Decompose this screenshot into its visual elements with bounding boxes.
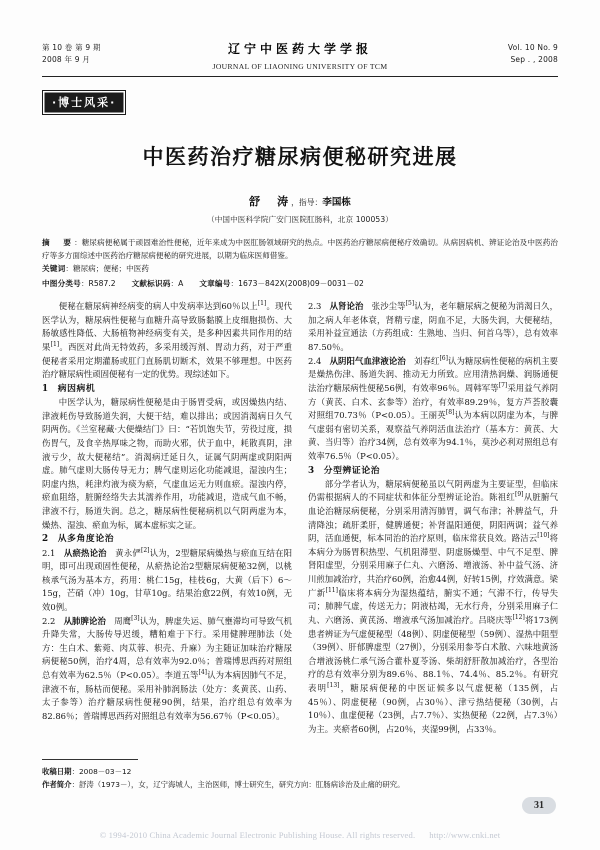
date-cn: 2008 年 9 月 (42, 54, 91, 64)
clc-label: 中图分类号 (42, 279, 81, 289)
reference-marker: [9] (515, 491, 524, 499)
footnote-rule (42, 759, 138, 760)
subsection-paragraph (42, 547, 292, 615)
subsection-text: 周鹰[3]认为，脾虚失运、肺气壅滞均可导致气机升降失常，大肠传导迟缓，糟粕难于下行。采用健脾理肺法（处方：生白术、紫菀、肉苁蓉、枳壳、升麻）为主随证加味治疗糖尿病便秘50例，治疗4周，总有效率为92.0％；普瑞博思西药对照组总有效率为62.5％（P<0.05）。李道五等[4]认为本病因肺气不足，津液不布，肠枯而便秘。采用补肺润肠法（处方：炙黄芪、山药、太子参等）治疗糖尿病性便秘90例，结果，治疗组总有效率为82.86％；普瑞博思西药对照组总有效率为56.67％（P<0.05）。 (42, 614, 292, 721)
reference-marker: [3] (131, 614, 140, 622)
classification-line (42, 278, 558, 291)
journal-title-en: JOURNAL OF LIAONING UNIVERSITY OF TCM (212, 61, 388, 71)
abstract-text: ：糖尿病便秘属于顽固难治性便秘，近年来成为中医肛肠领域研究的热点。中医药治疗糖尿病便秘疗效确切。从病因病机、辨证论治及中医药治疗等多方面综述中医药治疗糖尿病便秘的研究进展，以期为临床医师借鉴。 (42, 238, 559, 261)
article-body (42, 300, 558, 768)
page-title: 中医药治疗糖尿病便秘研究进展 (142, 144, 458, 170)
masthead (42, 40, 558, 72)
clc-value: ：R587.2 (80, 279, 116, 289)
page-number-badge: 31 (522, 797, 556, 814)
column-banner: ·博士风采· (42, 90, 126, 115)
section-title: 从多角度论治 (57, 534, 115, 545)
received-date-line (42, 766, 558, 779)
journal-title-cn: 辽宁中医药大学学报 (227, 42, 372, 56)
advisor-label: ，指导： (291, 198, 323, 208)
body-paragraph: 部分学者认为，糖尿病便秘虽以气阴两虚为主要证型，但临床仍需根据病人的不同症状和体征分型辨证论治。陈祖红[9]从脏腑气血论治糖尿病便秘，分别采用清泻肺胃，调气布津；补脾益气，升清降浊；疏肝柔肝，健脾通便；补肾温阳通便，阴阳两调；益气养阴，活血通便，标本同治的治疗原则，临床常获良效。路洁云[10]将本病分为肠胃积热型、气机阻滞型、阴虚肠燥型、中气不足型、脾肾阳虚型，分别采用麻子仁丸、六磨汤、增液汤、补中益气汤、济川煎加减治疗，共治疗60例，治愈44例，好转15例，疗效满意。梁广新[11]临床将本病分为湿热蕴结，腑实不通；气滞不行，传导失司；肺脾气虚，传送无力；阴液枯竭，无水行舟，分别采用麻子仁丸、六磨汤、黄芪汤、增液承气汤加减治疗。吕晓庆等[12]将173例患者辨证为气虚便秘型（48例）、阴虚便秘型（59例）、湿热中阻型（39例）、肝郁脾虚型（27例），分别采用参苓白术散、六味地黄汤合增液汤桃仁承气汤合藿朴夏苓汤、柴胡舒肝散加减治疗，各型治疗的总有效率分别为89.6％、88.1％、74.4％、85.2％。有研究表明[13]，糖尿病便秘的中医证候多以气虚便秘（135例，占45％）、阴虚便秘（90例，占30％）、津亏热结便秘（30例，占10％）、血虚便秘（23例，占7.7％）、实热便秘（22例，占7.3％）为主。夹瘀者60例，占20％，夹湿99例，占33％。 (308, 478, 559, 734)
author-name: 舒 涛 (249, 195, 292, 209)
doc-code-label: 文献标识码 (131, 279, 171, 289)
date-en: Sep . , 2008 (510, 54, 558, 64)
received-date-value: ：2008－03－12 (71, 767, 132, 777)
clc-segment (42, 278, 116, 291)
masthead-center (162, 40, 438, 72)
author-bio-value: ：舒涛（1973－），女，辽宁海城人，主治医师，博士研究生，研究方向：肛肠病诊治及止痛的研究。 (71, 780, 405, 790)
article-no-label: 文章编号 (199, 279, 231, 289)
section-title: 分型辨证论治 (323, 465, 381, 476)
article-no-value: ：1673－842X(2008)09－0031－02 (230, 279, 364, 289)
reference-marker: [12] (512, 614, 525, 622)
subsection-text: 黄永俨[2]认为，2型糖尿病燥热与瘀血互结在阳明，即可出现顽固性便秘，从瘀热论治2型糖尿病便秘32例，以桃核承气汤为基本方，药用：桃仁15g，桂枝6g，大黄（后下）6～15g，芒硝（冲）10g，甘草10g。结果治愈22例，有效10例，无效0例。 (42, 546, 293, 612)
subsection-title: 从阴阳气血津液论治 (329, 355, 406, 366)
volume-cn: 第 10 卷 第 9 期 (42, 43, 101, 52)
section-number: 2 (42, 534, 49, 545)
footnote-block (42, 759, 558, 792)
cnki-url: http://www.cnki.net (429, 830, 501, 840)
received-date-label: 收稿日期 (42, 767, 72, 777)
subsection-title: 从瘀热论治 (63, 547, 107, 558)
subsection-title: 从肺脾论治 (63, 615, 106, 626)
reference-marker: [2] (140, 546, 150, 554)
abstract-block (42, 236, 558, 291)
section-number: 1 (42, 383, 49, 394)
affiliation: （中国中医科学院广安门医院肛肠科，北京 100053） (207, 215, 393, 225)
subsection-paragraph (308, 355, 558, 464)
keywords-line (42, 263, 558, 276)
subsection-number: 2.2 (42, 615, 56, 626)
body-paragraph: 便秘在糖尿病神经病变的病人中发病率达到60％以上[1]。现代医学认为，糖尿病性便秘与血糖升高导致肠黏膜上皮细胞损伤、大肠敏感性降低、大肠植物神经病变有关，是多种因素共同作用的结果[1]。西医对此尚无特效药，多采用缓泻剂、胃动力药，对于严重便秘者采用定期灌肠或肛门直肠肌切断术，效果不够理想。中医药治疗糖尿病性顽固便秘有一定的优势。现综述如下。 (42, 300, 293, 380)
section-number: 3 (308, 465, 315, 476)
keywords-value: ：糖尿病；便秘；中医药 (65, 264, 149, 274)
reference-marker: [8] (445, 409, 455, 417)
section-heading (42, 382, 292, 396)
reference-marker: [7] (498, 382, 508, 390)
abstract-label: 摘 要 (42, 238, 75, 248)
reference-marker: [11] (325, 586, 338, 594)
article-no-segment (199, 278, 364, 291)
subsection-text: 刘春红[6]认为糖尿病性便秘的病机主要是燥热伤津、肠道失润、推动无力所致。应用清热润燥、润肠通便法治疗糖尿病性便秘56例，有效率96％。周韩军等[7]采用益气养阴方（黄芪、白术、玄参等）治疗，有效率89.29％，复方芦荟胶囊对照组70.73％（P<0.05）。王丽英[8]认为本病以阴虚为本，与脾气虚弱有密切关系，观察益气养阴活血法治疗（基本方：黄芪、大黄、当归等）治疗34例，总有效率为94.1％，莫沙必利对照组总有效率76.5％（P<0.05）。 (308, 354, 559, 461)
section-title: 病因病机 (57, 383, 96, 394)
subsection-text: 张沙尘等[5]认为，老年糖尿病之便秘为消渴日久，加之病人年老体衰，肾精亏虚，阴血不足，大肠失润，大便秘结，采用补益宣通法（方药组成：生熟地、当归、何首乌等），总有效率87.50％。 (308, 300, 559, 353)
masthead-right (438, 40, 558, 65)
doc-code-value: ：A (170, 279, 184, 289)
author-bio-label: 作者简介 (42, 780, 72, 790)
section-heading (42, 532, 292, 546)
advisor-name: 李国栋 (322, 197, 351, 209)
subsection-paragraph (42, 615, 292, 724)
reference-marker: [1] (50, 341, 60, 349)
body-paragraph: 中医学认为，糖尿病性便秘是由于肠胃受病，或因燥热内结、津液耗伤导致肠道失润，大便干结，难以排出；或因消渴病日久气阴两伤。《兰室秘藏·大便燥结门》曰：“若饥饱失节，劳役过度，损伤胃气，及食辛热厚味之物，而助火邪，伏于血中，耗散真阴，津液亏少，故大便秘结”。消渴病迁延日久，证属气阴两虚或阴阳两虚。肺气虚则大肠传导无力；脾气虚则运化功能减退，湿浊内生；阴虚内热，耗津灼液为痰为瘀，气虚血运无力则血瘀。湿浊内停，瘀血阻络，脏腑经络失去其濡养作用，功能减退，造成气血不畅，津液不行，肠道失润。总之，糖尿病性便秘病机以气阴两虚为本，燥热、湿浊、瘀血为标，属本虚标实之证。 (42, 397, 292, 530)
cnki-copyright: © 1994-2010 China Academic Journal Electronic Publishing House. All rights reserved. (99, 830, 416, 840)
author-bio-line (42, 779, 558, 792)
reference-marker: [5] (405, 300, 415, 308)
subsection-paragraph (308, 300, 558, 354)
reference-marker: [1] (257, 300, 267, 308)
masthead-rule (42, 76, 558, 77)
volume-en: Vol. 10 No. 9 (507, 43, 558, 52)
section-heading (308, 464, 558, 478)
reference-marker: [13] (327, 682, 340, 690)
reference-marker: [4] (198, 669, 207, 677)
abstract-paragraph (42, 236, 558, 262)
doc-code-segment (132, 278, 184, 291)
body-column-right (308, 300, 558, 768)
reference-marker: [10] (537, 532, 550, 540)
byline (42, 193, 558, 209)
subsection-number: 2.3 (308, 301, 322, 312)
masthead-left (42, 40, 162, 65)
keywords-label: 关键词 (42, 264, 66, 274)
subsection-number: 2.4 (308, 355, 322, 366)
reference-marker: [6] (439, 354, 448, 362)
cnki-footer (0, 830, 600, 840)
column-banner-wrap (42, 90, 558, 115)
subsection-number: 2.1 (42, 547, 56, 558)
subsection-title: 从肾论治 (329, 301, 364, 312)
body-column-left (42, 300, 292, 768)
